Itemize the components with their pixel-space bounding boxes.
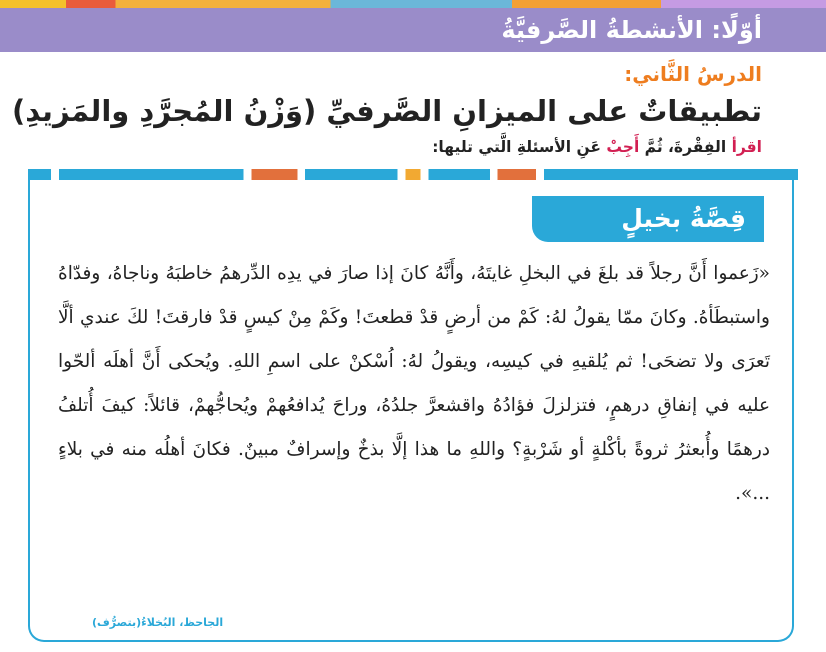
story-title: قِصَّةُ بخيلٍ	[621, 204, 746, 233]
story-paragraph: «زَعموا أَنَّ رجلاً قد بلغَ في البخلِ غايتَهُ، وأَنَّهُ كانَ إذا صارَ في يدِه الدِّرهمُ خاطبَهُ وناجاهُ، وفدّاهُ واستبطَأهُ. وكانَ ممّا يقولُ لهُ: كَمْ من أرضٍ قدْ قطعتَ! وكَمْ مِنْ كيسٍ قدْ فارقتَ! لكَ عندي ألَّا تَعرَى ولا تضحَى! ثم يُلقيهِ في كيسِه، ويقولُ لهُ: اُسْكنْ على اسمِ اللهِ. ويُحكى أَنَّ أهلَه ألحّوا عليه في إنفاقِ درهمٍ، فتزلزلَ فؤادُهُ واقشعرَّ جلدُهُ، وراحَ يُدافعُهمْ ويُحاجُّهمْ، قائلاً: كيفَ أُتلفُ درهمًا وأُبعثرُ ثروةً بأكْلةٍ أو شَرْبةٍ؟ واللهِ ما هذا إلَّا بذخٌ وإسرافٌ مبينٌ. فكانَ أهلُه منه في بلاءٍ ...».	[58, 263, 770, 504]
instruction-text	[432, 138, 762, 156]
instruction-part-2: عَنِ الأسئلةِ الَّتي تليها:	[432, 138, 607, 156]
instruction-verb-answer: أَجِبْ	[606, 138, 640, 156]
story-box-top-border	[28, 169, 798, 180]
top-color-strip	[0, 0, 826, 8]
section-header-bar	[0, 8, 826, 52]
lesson-label: الدرسُ الثَّاني:	[624, 62, 762, 86]
story-source: الجاحظ، البُخلاءُ(بتصرُّف)	[92, 616, 224, 629]
lesson-title: تطبيقاتٌ على الميزانِ الصَّرفيِّ (وَزْنُ المُجرَّدِ والمَزيدِ)	[12, 94, 762, 128]
instruction-part-1: الفِقْرةَ، ثُمَّ	[639, 138, 732, 156]
section-title: أوّلًا: الأنشطةُ الصَّرفيَّةُ	[501, 16, 762, 44]
story-title-tab	[532, 196, 764, 242]
instruction-verb-read: اقرأ	[731, 138, 762, 156]
